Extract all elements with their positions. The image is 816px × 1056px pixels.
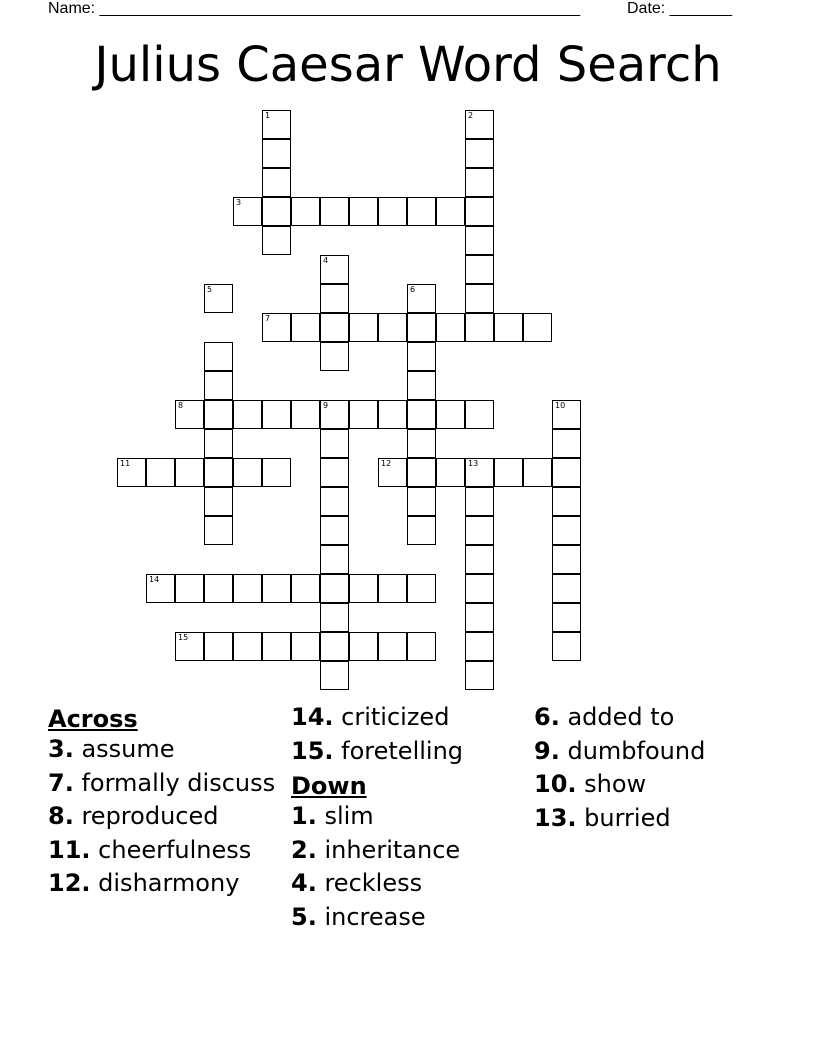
clue-number: 8 — [178, 401, 184, 410]
down-heading: Down — [291, 772, 367, 800]
grid-cell — [204, 516, 233, 545]
clue-number: 3 — [236, 198, 242, 207]
page-title: Julius Caesar Word Search — [94, 37, 722, 93]
grid-cell — [146, 458, 175, 487]
grid-cell — [204, 458, 233, 487]
date-field-label: Date: _______ — [627, 0, 732, 17]
grid-cell — [552, 603, 581, 632]
grid-cell — [204, 429, 233, 458]
grid-cell — [465, 139, 494, 168]
grid-cell — [465, 168, 494, 197]
clue-number: 5 — [207, 285, 213, 294]
clue-across-11: 11. cheerfulness — [48, 835, 252, 864]
grid-cell — [465, 632, 494, 661]
grid-cell — [552, 545, 581, 574]
grid-cell — [291, 197, 320, 226]
grid-cell — [175, 574, 204, 603]
grid-cell — [291, 632, 320, 661]
clue-column-3 — [534, 703, 774, 837]
grid-cell — [436, 313, 465, 342]
grid-cell — [233, 400, 262, 429]
grid-cell — [494, 313, 523, 342]
clue-column-1 — [48, 703, 288, 903]
grid-cell — [494, 458, 523, 487]
grid-cell — [349, 632, 378, 661]
grid-cell — [262, 632, 291, 661]
grid-cell — [465, 574, 494, 603]
grid-cell — [436, 197, 465, 226]
grid-cell — [465, 255, 494, 284]
clue-down-13: 13. burried — [534, 803, 671, 832]
clue-across-7: 7. formally discuss — [48, 768, 276, 797]
grid-cell — [378, 458, 407, 487]
grid-cell — [233, 197, 262, 226]
clue-down-6: 6. added to — [534, 703, 675, 731]
grid-cell — [262, 458, 291, 487]
grid-cell — [378, 197, 407, 226]
grid-cell — [465, 226, 494, 255]
grid-cell — [407, 458, 436, 487]
grid-cell — [320, 429, 349, 458]
grid-cell — [320, 603, 349, 632]
grid-cell — [378, 632, 407, 661]
grid-cell — [407, 371, 436, 400]
grid-cell — [465, 516, 494, 545]
grid-cell — [436, 458, 465, 487]
grid-cell — [262, 197, 291, 226]
grid-cell — [523, 313, 552, 342]
grid-cell — [552, 400, 581, 429]
clue-number: 15 — [178, 633, 189, 642]
grid-cell — [465, 197, 494, 226]
clue-down-10: 10. show — [534, 770, 647, 798]
grid-cell — [407, 197, 436, 226]
grid-cell — [262, 313, 291, 342]
grid-cell — [465, 313, 494, 342]
clue-across-12: 12. disharmony — [48, 869, 240, 897]
grid-cell — [291, 574, 320, 603]
clue-down-4: 4. reckless — [291, 869, 423, 897]
grid-cell — [204, 487, 233, 516]
grid-cell — [204, 632, 233, 661]
grid-cell — [407, 516, 436, 545]
grid-cell — [262, 400, 291, 429]
clue-across-3: 3. assume — [48, 735, 175, 763]
grid-cell — [465, 400, 494, 429]
name-field-label: Name: ______________________________________________________ — [48, 0, 581, 17]
clue-across-8: 8. reproduced — [48, 802, 219, 830]
grid-cell — [262, 168, 291, 197]
grid-cell — [175, 458, 204, 487]
grid-cell — [175, 632, 204, 661]
grid-cell — [407, 284, 436, 313]
grid-cell — [465, 545, 494, 574]
grid-cell — [378, 313, 407, 342]
grid-cell — [146, 574, 175, 603]
grid-cell — [320, 516, 349, 545]
grid-cell — [552, 574, 581, 603]
grid-cell — [407, 632, 436, 661]
grid-cell — [320, 255, 349, 284]
grid-cell — [320, 197, 349, 226]
grid-cell — [320, 342, 349, 371]
grid-cell — [436, 400, 465, 429]
grid-cell — [407, 487, 436, 516]
clue-across-15: 15. foretelling — [291, 736, 464, 765]
clue-number: 6 — [410, 285, 416, 294]
grid-cell — [262, 574, 291, 603]
grid-cell — [407, 574, 436, 603]
grid-cell — [262, 139, 291, 168]
clue-down-5: 5. increase — [291, 902, 426, 931]
grid-cell — [233, 458, 262, 487]
grid-cell — [407, 342, 436, 371]
clue-number: 12 — [381, 459, 392, 468]
grid-cell — [378, 574, 407, 603]
grid-cell — [407, 400, 436, 429]
grid-cell — [291, 313, 320, 342]
grid-cell — [233, 574, 262, 603]
grid-cell — [349, 400, 378, 429]
grid-cell — [320, 632, 349, 661]
grid-cell — [204, 371, 233, 400]
clue-number: 1 — [265, 111, 271, 120]
grid-cell — [465, 603, 494, 632]
grid-cell — [262, 110, 291, 139]
grid-cell — [465, 661, 494, 690]
grid-cell — [407, 313, 436, 342]
grid-cell — [349, 313, 378, 342]
grid-cell — [262, 226, 291, 255]
grid-cell — [320, 661, 349, 690]
grid-cell — [204, 284, 233, 313]
grid-cell — [349, 197, 378, 226]
grid-cell — [378, 400, 407, 429]
grid-cell — [320, 545, 349, 574]
grid-cell — [552, 487, 581, 516]
grid-cell — [204, 574, 233, 603]
grid-cell — [465, 458, 494, 487]
grid-cell — [320, 284, 349, 313]
grid-cell — [320, 574, 349, 603]
grid-cell — [320, 313, 349, 342]
clue-number: 2 — [468, 111, 474, 120]
clue-down-9: 9. dumbfound — [534, 736, 706, 765]
grid-cell — [175, 400, 204, 429]
grid-cell — [349, 574, 378, 603]
clue-column-2 — [291, 703, 531, 936]
grid-cell — [523, 458, 552, 487]
grid-cell — [320, 487, 349, 516]
grid-cell — [320, 458, 349, 487]
grid-cell — [233, 632, 262, 661]
clue-number: 11 — [120, 459, 131, 468]
grid-cell — [465, 110, 494, 139]
clue-number: 9 — [323, 401, 329, 410]
grid-cell — [465, 487, 494, 516]
grid-cell — [552, 429, 581, 458]
grid-cell — [552, 458, 581, 487]
grid-cell — [291, 400, 320, 429]
grid-cell — [465, 284, 494, 313]
grid-cell — [552, 632, 581, 661]
clue-down-2: 2. inheritance — [291, 835, 461, 864]
grid-cell — [407, 429, 436, 458]
across-heading: Across — [48, 705, 138, 733]
clue-number: 7 — [265, 314, 271, 323]
grid-cell — [552, 516, 581, 545]
grid-cell — [204, 400, 233, 429]
grid-cell — [204, 342, 233, 371]
clue-number: 14 — [149, 575, 160, 584]
clue-number: 4 — [323, 256, 329, 265]
grid-cell — [320, 400, 349, 429]
clue-number: 13 — [468, 459, 479, 468]
clue-across-14: 14. criticized — [291, 703, 450, 731]
clue-number: 10 — [555, 401, 566, 410]
clue-down-1: 1. slim — [291, 802, 374, 830]
grid-cell — [117, 458, 146, 487]
